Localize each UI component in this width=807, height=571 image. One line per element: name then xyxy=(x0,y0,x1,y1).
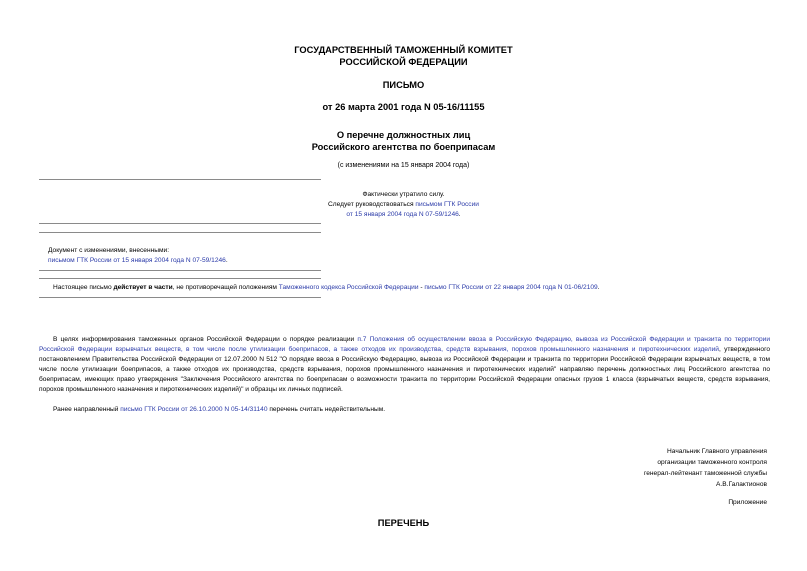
changes-note-line-1: Документ с изменениями, внесенными: xyxy=(48,247,170,254)
title-line-1: О перечне должностных лиц xyxy=(336,130,471,140)
body-text: Ранее направленный xyxy=(53,406,121,413)
signature-name: А.В.Галактионов xyxy=(716,481,767,488)
divider xyxy=(39,179,321,180)
customs-code-link[interactable]: Таможенного кодекса Российской Федерации xyxy=(278,284,419,291)
body-text: В целях информирования таможенных органов Российской Федерации о порядке реализации xyxy=(53,336,358,343)
validity-text: Настоящее письмо xyxy=(53,284,114,291)
validity-separator: - xyxy=(418,284,425,291)
regulation-link[interactable]: п.7 Положения об осуществлении ввоза в Российскую Федерацию, вывоза из Российской Федерации и транзита по территории Российской Федерации взрывчатых веществ, в том числе после утилизации боеприпасов, а также отходов их производства, средств взрывания, порохов промышленного назначения и пиротехнических изделий xyxy=(39,336,770,353)
changes-note-line-2 xyxy=(48,257,228,264)
changes-note-period: . xyxy=(225,257,228,264)
signature-block xyxy=(644,446,767,490)
previous-letter-link[interactable]: письмо ГТК России от 26.10.2000 N 05-14/31140 xyxy=(120,406,268,413)
amendments-note: (с изменениями на 15 января 2004 года) xyxy=(337,162,470,169)
signature-department: организации таможенного контроля xyxy=(657,459,767,466)
signature-position: Начальник Главного управления xyxy=(667,448,767,455)
validity-emphasis: действует в части xyxy=(113,284,173,291)
body-text: , утвержденного постановлением Правительства Российской Федерации от 12.07.2000 N 512 "О порядке ввоза в Российскую Федерацию, вывоза из Российской Федерации и транзита по территории Российской Федерации взрывчатых веществ, в том числе после утилизации боеприпасов, а также отходов их производства, средств взрывания, порохов промышленного назначения и пиротехнических изделий" xyxy=(39,346,770,373)
gtk-letter-link[interactable]: письмо ГТК России от 22 января 2004 года N 01-06/2109 xyxy=(424,284,598,291)
status-note-period: . xyxy=(458,211,461,218)
changes-note-link[interactable]: письмом ГТК России от 15 января 2004 года N 07-59/1246 xyxy=(48,257,226,264)
document-number: от 26 марта 2001 года N 05-16/11155 xyxy=(322,102,485,112)
document-type: ПИСЬМО xyxy=(382,80,425,90)
appendix-label: Приложение xyxy=(728,499,767,506)
status-note-link-date[interactable]: от 15 января 2004 года N 07-59/1246 xyxy=(346,211,459,218)
issuer-line-1: ГОСУДАРСТВЕННЫЙ ТАМОЖЕННЫЙ КОМИТЕТ xyxy=(294,45,513,55)
status-note-link[interactable]: письмом ГТК России xyxy=(415,201,479,208)
status-note-line-1: Фактически утратило силу. xyxy=(362,191,445,198)
validity-period: . xyxy=(597,284,600,291)
divider xyxy=(39,232,321,233)
divider xyxy=(39,297,321,298)
status-note-text: Следует руководствоваться xyxy=(328,201,416,208)
status-note-line-3 xyxy=(0,211,807,218)
divider xyxy=(39,278,321,279)
validity-note xyxy=(53,284,600,291)
title-line-2: Российского агентства по боеприпасам xyxy=(311,142,496,152)
issuer-line-2: РОССИЙСКОЙ ФЕДЕРАЦИИ xyxy=(339,57,468,67)
body-text: перечень считать недействительным. xyxy=(267,406,386,413)
signature-rank: генерал-лейтенант таможенной службы xyxy=(643,470,767,477)
divider xyxy=(39,223,321,224)
body-paragraph-2 xyxy=(53,406,385,413)
body-paragraph-1 xyxy=(39,335,770,395)
body-text: направляю перечень должностных лиц Российского агентства по боеприпасам, имеющих право утверждения "Заключения Российского агентства по боеприпасам о возможности транзита по территории Российской Федерации опасных грузов 1 класса (взрывчатых веществ, средств взрывания, порохов промышленного назначения и пиротехнических изделий)" и образцы их личных подписей. xyxy=(39,366,770,393)
divider xyxy=(39,270,321,271)
validity-text: , не противоречащей положениям xyxy=(172,284,279,291)
status-note-line-2 xyxy=(0,201,807,208)
list-title: ПЕРЕЧЕНЬ xyxy=(377,518,430,528)
